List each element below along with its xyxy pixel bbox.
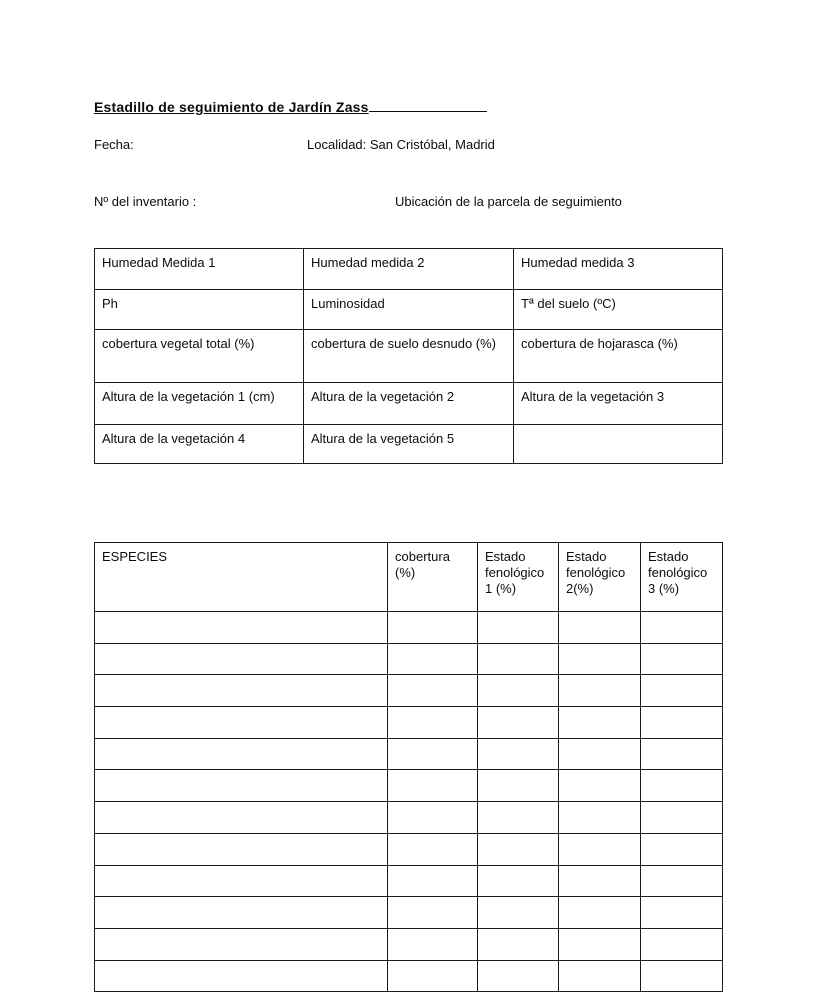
measurement-cell: cobertura de suelo desnudo (%) (304, 330, 514, 383)
species-empty-cell (388, 770, 478, 802)
species-empty-cell (478, 738, 559, 770)
species-empty-cell (559, 770, 641, 802)
measurement-cell: Altura de la vegetación 2 (304, 383, 514, 425)
species-empty-cell (478, 833, 559, 865)
species-empty-cell (641, 770, 723, 802)
measurement-cell: Ph (95, 290, 304, 330)
measurements-table (94, 248, 723, 464)
species-empty-cell (559, 707, 641, 739)
species-empty-cell (95, 643, 388, 675)
species-empty-cell (478, 675, 559, 707)
species-empty-cell (388, 833, 478, 865)
species-empty-row (95, 928, 723, 960)
species-empty-cell (478, 770, 559, 802)
measurements-row (95, 383, 723, 425)
species-header-especies: ESPECIES (95, 543, 388, 612)
species-table-body (95, 543, 723, 992)
measurements-row (95, 290, 723, 330)
species-empty-cell (559, 643, 641, 675)
species-empty-cell (388, 643, 478, 675)
measurements-row (95, 330, 723, 383)
species-empty-row (95, 802, 723, 834)
species-empty-cell (95, 802, 388, 834)
species-empty-cell (559, 928, 641, 960)
species-empty-cell (641, 643, 723, 675)
species-empty-row (95, 960, 723, 992)
species-header-fenologico-1: Estado fenológico 1 (%) (478, 543, 559, 612)
species-empty-cell (95, 738, 388, 770)
measurements-row (95, 425, 723, 464)
species-empty-row (95, 738, 723, 770)
measurement-cell: Humedad Medida 1 (95, 249, 304, 290)
species-empty-cell (478, 802, 559, 834)
species-empty-cell (641, 865, 723, 897)
species-empty-cell (95, 865, 388, 897)
measurements-row (95, 249, 723, 290)
species-empty-cell (559, 802, 641, 834)
species-empty-cell (559, 897, 641, 929)
measurement-cell: Humedad medida 2 (304, 249, 514, 290)
species-empty-cell (95, 897, 388, 929)
species-empty-row (95, 897, 723, 929)
species-empty-cell (95, 675, 388, 707)
species-empty-cell (95, 960, 388, 992)
species-empty-cell (95, 707, 388, 739)
measurement-cell: cobertura de hojarasca (%) (514, 330, 723, 383)
species-empty-row (95, 865, 723, 897)
measurement-cell: cobertura vegetal total (%) (95, 330, 304, 383)
species-empty-row (95, 833, 723, 865)
localidad-value: Localidad: San Cristóbal, Madrid (307, 137, 495, 152)
species-empty-cell (559, 960, 641, 992)
species-empty-cell (641, 897, 723, 929)
species-empty-cell (388, 960, 478, 992)
species-empty-cell (388, 707, 478, 739)
species-empty-cell (559, 675, 641, 707)
measurement-cell (514, 425, 723, 464)
measurement-cell: Altura de la vegetación 4 (95, 425, 304, 464)
species-empty-cell (388, 738, 478, 770)
species-empty-cell (641, 612, 723, 644)
species-empty-cell (641, 707, 723, 739)
measurement-cell: Altura de la vegetación 5 (304, 425, 514, 464)
species-table (94, 542, 723, 992)
species-empty-row (95, 643, 723, 675)
species-empty-cell (388, 675, 478, 707)
species-header-fenologico-2: Estado fenológico 2(%) (559, 543, 641, 612)
species-empty-cell (478, 928, 559, 960)
species-empty-cell (95, 928, 388, 960)
species-empty-cell (559, 865, 641, 897)
species-empty-cell (641, 802, 723, 834)
species-empty-cell (95, 833, 388, 865)
species-empty-cell (641, 928, 723, 960)
species-empty-row (95, 770, 723, 802)
species-empty-cell (478, 960, 559, 992)
page-title: Estadillo de seguimiento de Jardín Zass (94, 99, 369, 115)
species-empty-cell (559, 833, 641, 865)
species-empty-cell (641, 675, 723, 707)
species-empty-cell (559, 738, 641, 770)
species-empty-cell (559, 612, 641, 644)
species-empty-cell (388, 612, 478, 644)
species-empty-cell (95, 770, 388, 802)
species-empty-cell (641, 738, 723, 770)
measurement-cell: Luminosidad (304, 290, 514, 330)
title-row (94, 96, 487, 115)
species-empty-row (95, 612, 723, 644)
species-empty-cell (478, 865, 559, 897)
species-empty-cell (641, 960, 723, 992)
species-header-cobertura: cobertura (%) (388, 543, 478, 612)
title-underline-extension (369, 96, 487, 112)
species-empty-cell (388, 928, 478, 960)
species-empty-cell (95, 612, 388, 644)
measurement-cell: Humedad medida 3 (514, 249, 723, 290)
measurement-cell: Tª del suelo (ºC) (514, 290, 723, 330)
species-header-row (95, 543, 723, 612)
species-empty-row (95, 675, 723, 707)
species-empty-cell (478, 612, 559, 644)
measurement-cell: Altura de la vegetación 3 (514, 383, 723, 425)
species-empty-cell (641, 833, 723, 865)
species-empty-cell (388, 802, 478, 834)
ubicacion-label: Ubicación de la parcela de seguimiento (395, 194, 622, 209)
species-empty-cell (478, 643, 559, 675)
fecha-label: Fecha: (94, 137, 134, 152)
inventario-label: Nº del inventario : (94, 194, 197, 209)
species-empty-cell (478, 897, 559, 929)
species-header-fenologico-3: Estado fenológico 3 (%) (641, 543, 723, 612)
species-empty-cell (388, 897, 478, 929)
measurement-cell: Altura de la vegetación 1 (cm) (95, 383, 304, 425)
species-empty-cell (388, 865, 478, 897)
species-empty-cell (478, 707, 559, 739)
species-empty-row (95, 707, 723, 739)
